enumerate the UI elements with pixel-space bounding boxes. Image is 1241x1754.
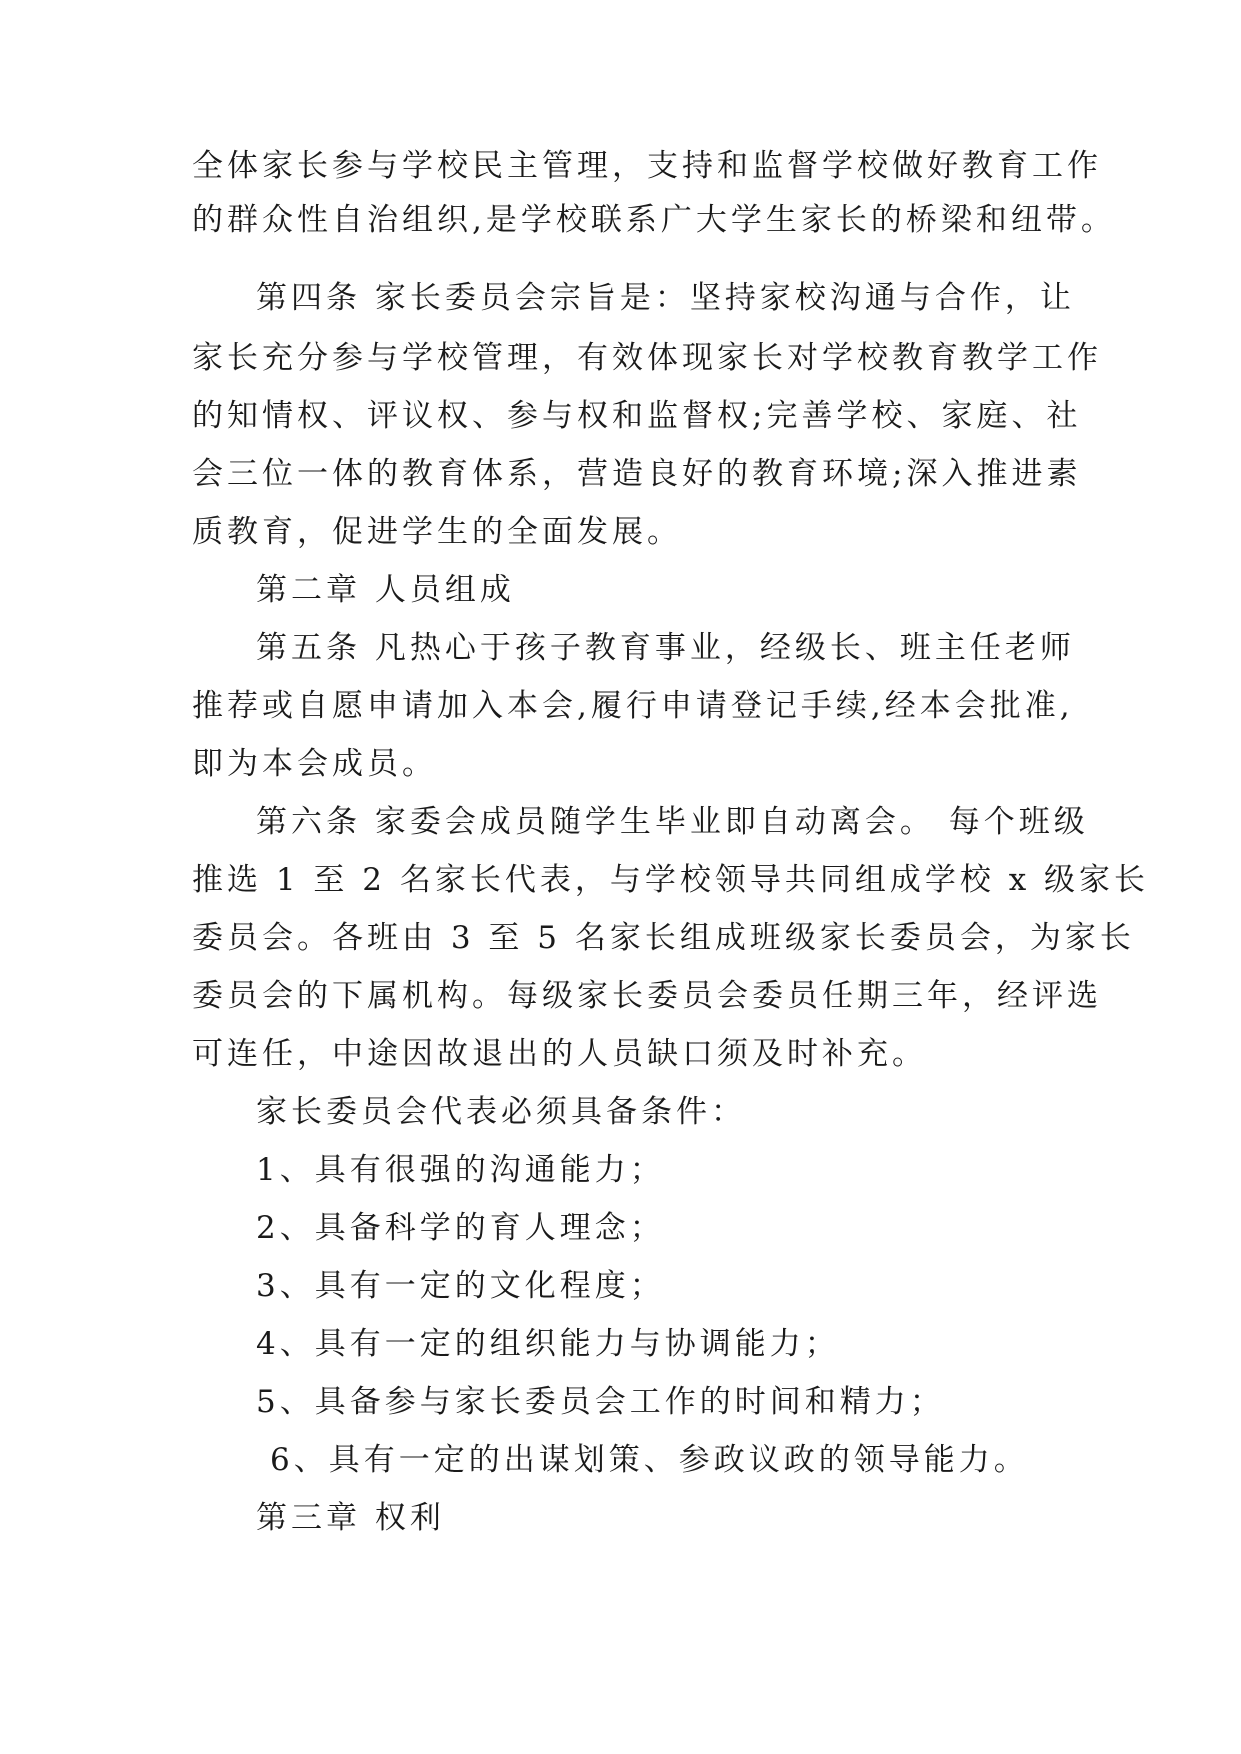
requirement-item: 3、具有一定的文化程度； (256, 1268, 665, 1304)
requirement-item: 6、具有一定的出谋划策、参政议政的领导能力。 (270, 1442, 1029, 1478)
paragraph-line: 可连任，中途因故退出的人员缺口须及时补充。 (192, 1036, 927, 1072)
paragraph-line: 的群众性自治组织,是学校联系广大学生家长的桥梁和纽带。 (192, 202, 1116, 238)
paragraph-line: 会三位一体的教育体系，营造良好的教育环境;深入推进素 (192, 456, 1082, 492)
paragraph-line: 的知情权、评议权、参与权和监督权;完善学校、家庭、社 (192, 398, 1082, 434)
paragraph-line: 推选 1 至 2 名家长代表，与学校领导共同组成学校 x 级家长 (192, 862, 1150, 898)
paragraph-line: 家长充分参与学校管理，有效体现家长对学校教育教学工作 (192, 340, 1102, 376)
paragraph-line: 委员会的下属机构。每级家长委员会委员任期三年，经评选 (192, 978, 1102, 1014)
requirement-item: 1、具有很强的沟通能力； (256, 1152, 665, 1188)
paragraph-line: 即为本会成员。 (192, 746, 437, 782)
chapter-3-heading: 第三章 权利 (256, 1500, 445, 1536)
chapter-2-heading: 第二章 人员组成 (256, 572, 515, 608)
article-5-heading: 第五条 凡热心于孩子教育事业，经级长、班主任老师 (256, 630, 1075, 666)
article-6-heading: 第六条 家委会成员随学生毕业即自动离会。 每个班级 (256, 804, 1089, 840)
paragraph-line: 推荐或自愿申请加入本会,履行申请登记手续,经本会批准, (192, 688, 1074, 724)
paragraph-line: 质教育，促进学生的全面发展。 (192, 514, 682, 550)
paragraph-line: 委员会。各班由 3 至 5 名家长组成班级家长委员会，为家长 (192, 920, 1135, 956)
article-4-heading: 第四条 家长委员会宗旨是：坚持家校沟通与合作，让 (256, 280, 1075, 316)
requirement-item: 4、具有一定的组织能力与协调能力； (256, 1326, 840, 1362)
requirements-heading: 家长委员会代表必须具备条件： (256, 1094, 746, 1130)
requirement-item: 5、具备参与家长委员会工作的时间和精力； (256, 1384, 945, 1420)
requirement-item: 2、具备科学的育人理念； (256, 1210, 665, 1246)
paragraph-line: 全体家长参与学校民主管理，支持和监督学校做好教育工作 (192, 148, 1102, 184)
